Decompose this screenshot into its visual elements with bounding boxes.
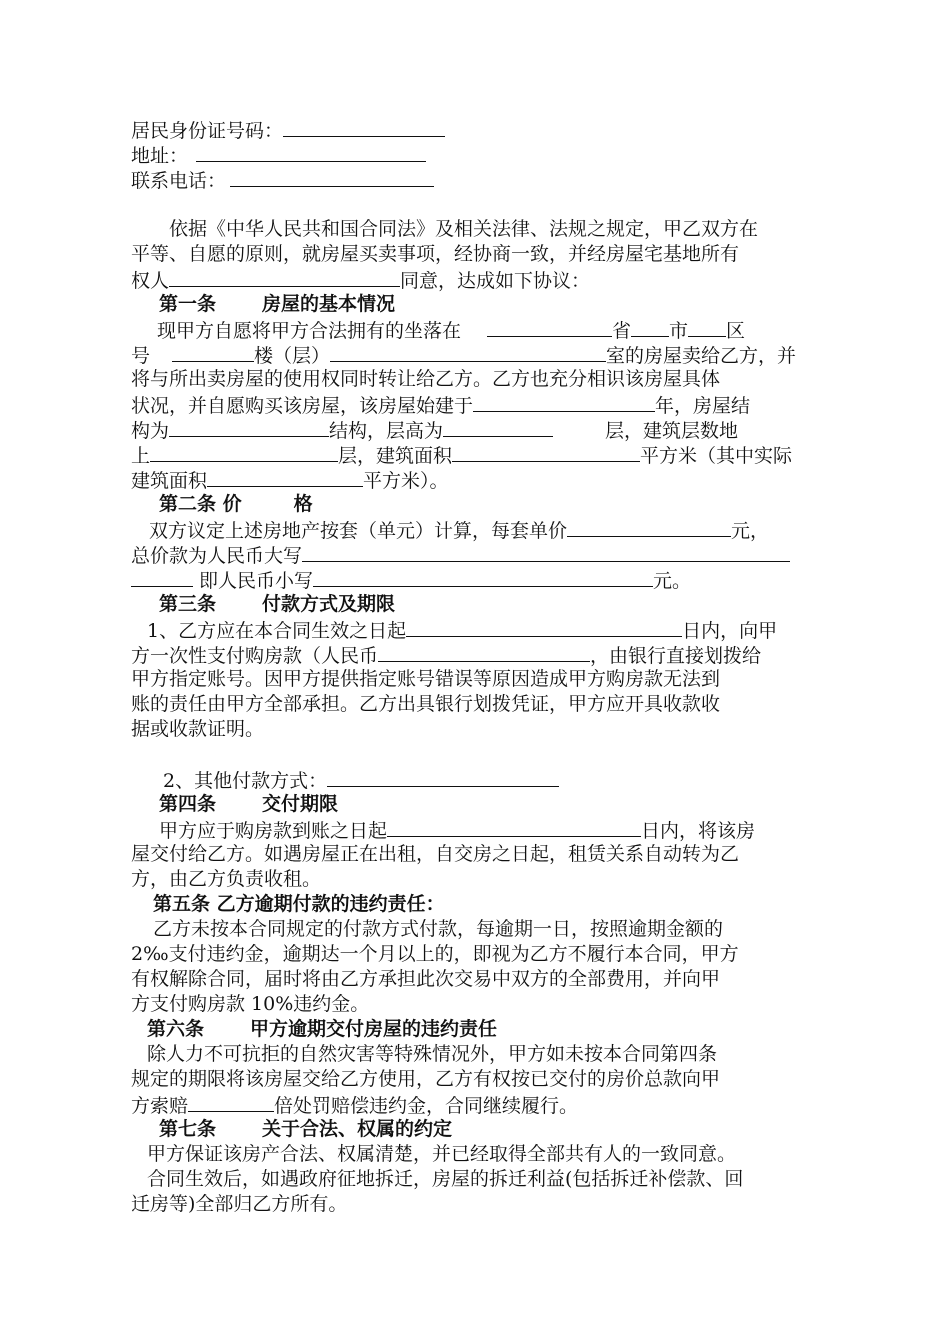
article-1-title [131, 292, 823, 317]
art1-text: 构为 [131, 420, 170, 442]
article-5-title [131, 892, 823, 917]
art4-line-2 [131, 842, 823, 867]
article-4-number: 第四条 [159, 793, 217, 815]
art3-text: ，由银行直接划拨给 [590, 645, 762, 667]
art1-text: 状况，并自愿购买该房屋，该房屋始建于 [131, 395, 474, 417]
art7-line-3 [131, 1192, 823, 1217]
art3-text: 1、乙方应在本合同生效之日起 [147, 620, 407, 642]
art2-text: 总价款为人民币大写 [131, 545, 303, 567]
id-number-blank[interactable] [283, 117, 445, 137]
art3-text: 方一次性支付购房款（人民币 [131, 645, 379, 667]
unit-price-blank[interactable] [567, 517, 731, 537]
build-year-blank[interactable] [473, 392, 655, 412]
intro-text-2: 平等、自愿的原则，就房屋买卖事项，经协商一致，并经房屋宅基地所有 [131, 243, 740, 265]
building-blank[interactable] [172, 342, 254, 362]
art3-text: 账的责任由甲方全部承担。乙方出具银行划拨凭证，甲方应开具收款收 [131, 693, 721, 715]
penalty-multiple-blank[interactable] [188, 1092, 274, 1112]
intro-text-3a: 权人 [131, 270, 170, 292]
art6-line-1 [131, 1042, 823, 1067]
art1-line-5 [131, 417, 823, 442]
art1-text: 上 [131, 445, 151, 467]
art2-text: 双方议定上述房地产按套（单元）计算，每套单价 [149, 520, 568, 542]
article-6-title [131, 1017, 823, 1042]
art3-line-3 [131, 667, 823, 692]
other-payment-blank[interactable] [327, 767, 559, 787]
art6-text: 倍处罚赔偿违约金，合同继续履行。 [274, 1095, 579, 1117]
intro-line-1 [131, 217, 823, 242]
spacer [131, 192, 823, 217]
phone-blank[interactable] [230, 167, 434, 187]
contract-page [131, 117, 823, 1217]
art2-line-3 [131, 567, 823, 592]
article-7-heading: 关于合法、权属的约定 [262, 1118, 453, 1140]
art4-text: 屋交付给乙方。如遇房屋正在出租，自交房之日起，租赁关系自动转为乙 [131, 843, 740, 865]
art2-line-1 [131, 517, 823, 542]
phone-line [131, 167, 823, 192]
article-6-number: 第六条 [147, 1018, 205, 1040]
address-blank[interactable] [196, 142, 426, 162]
district-label: 区 [726, 320, 746, 342]
art5-line-1 [131, 917, 823, 942]
intro-line-2 [131, 242, 823, 267]
art1-text: 结构，层高为 [329, 420, 444, 442]
art3-line-4 [131, 692, 823, 717]
art7-text: 甲方保证该房产合法、权属清楚，并已经取得全部共有人的一致同意。 [147, 1143, 737, 1165]
art1-text: 平方米）。 [363, 470, 449, 492]
art4-text: 方，由乙方负责收租。 [131, 868, 322, 890]
article-5-heading: 第五条 乙方逾期付款的违约责任： [153, 893, 445, 915]
art3-line-5 [131, 717, 823, 742]
art2-text: 元， [731, 520, 770, 542]
room-label: 室的房屋卖给乙方，并 [606, 345, 797, 367]
art1-text: 年，房屋结 [655, 395, 751, 417]
actual-area-blank[interactable] [207, 467, 363, 487]
address-label: 地址： [131, 145, 189, 167]
art3-text: 日内，向甲 [682, 620, 778, 642]
article-2-number: 第二条 价 [159, 493, 242, 515]
art1-line-6 [131, 442, 823, 467]
art3-line-6 [131, 767, 823, 792]
article-7-number: 第七条 [159, 1118, 217, 1140]
above-ground-floors-blank[interactable] [150, 442, 338, 462]
art7-text: 迁房等)全部归乙方所有。 [131, 1193, 348, 1215]
total-uppercase-blank[interactable] [302, 542, 790, 562]
art5-line-3 [131, 967, 823, 992]
art7-line-2 [131, 1167, 823, 1192]
art3-text: 2、其他付款方式： [163, 770, 328, 792]
owner-blank[interactable] [169, 267, 400, 287]
art3-line-2 [131, 642, 823, 667]
art1-line-4 [131, 392, 823, 417]
room-blank[interactable] [330, 342, 606, 362]
art1-text: 平方米（其中实际 [640, 445, 793, 467]
art5-text: 有权解除合同，届时将由乙方承担此次交易中双方的全部费用，并向甲 [131, 968, 721, 990]
art5-text: 乙方未按本合同规定的付款方式付款，每逾期一日，按照逾期金额的 [153, 918, 724, 940]
intro-text-3b: 同意，达成如下协议： [400, 270, 591, 292]
province-label: 省 [612, 320, 632, 342]
city-label: 市 [669, 320, 689, 342]
floor-blank[interactable] [443, 417, 553, 437]
art2-text: 即人民币小写 [199, 570, 314, 592]
art7-line-1 [131, 1142, 823, 1167]
payment-days-blank[interactable] [406, 617, 682, 637]
art4-line-3 [131, 867, 823, 892]
art1-text: 建筑面积 [131, 470, 208, 492]
id-number-line [131, 117, 823, 142]
district-blank[interactable] [688, 317, 726, 337]
art4-text: 甲方应于购房款到账之日起 [159, 820, 388, 842]
total-uppercase-blank-cont[interactable] [131, 567, 193, 587]
article-3-number: 第三条 [159, 593, 217, 615]
art1-text: 层，建筑面积 [338, 445, 453, 467]
number-label: 号 [131, 345, 151, 367]
phone-label: 联系电话： [131, 170, 227, 192]
art3-line-1 [131, 617, 823, 642]
art5-line-2 [131, 942, 823, 967]
total-lowercase-blank[interactable] [313, 567, 653, 587]
art6-line-2 [131, 1067, 823, 1092]
art5-text: 方支付购房款 10%违约金。 [131, 993, 370, 1015]
art1-text: 现甲方自愿将甲方合法拥有的坐落在 [157, 320, 462, 342]
art5-line-4 [131, 992, 823, 1017]
article-7-title [131, 1117, 823, 1142]
article-1-heading: 房屋的基本情况 [262, 293, 396, 315]
spacer [131, 742, 823, 767]
article-4-title [131, 792, 823, 817]
payment-amount-blank[interactable] [378, 642, 590, 662]
art2-text: 元。 [653, 570, 692, 592]
article-1-number: 第一条 [159, 293, 217, 315]
article-3-title [131, 592, 823, 617]
art6-text: 方索赔 [131, 1095, 189, 1117]
art5-text: 2‰支付违约金，逾期达一个月以上的，即视为乙方不履行本合同，甲方 [131, 943, 739, 965]
art6-text: 除人力不可抗拒的自然灾害等特殊情况外，甲方如未按本合同第四条 [147, 1043, 718, 1065]
art1-line-7 [131, 467, 823, 492]
article-3-heading: 付款方式及期限 [262, 593, 396, 615]
building-area-blank[interactable] [452, 442, 640, 462]
intro-line-3 [131, 267, 823, 292]
art2-line-2 [131, 542, 823, 567]
art4-text: 日内，将该房 [641, 820, 756, 842]
art1-text: 将与所出卖房屋的使用权同时转让给乙方。乙方也充分相识该房屋具体 [131, 368, 721, 390]
art4-line-1 [131, 817, 823, 842]
article-4-heading: 交付期限 [262, 793, 339, 815]
art3-text: 甲方指定账号。因甲方提供指定账号错误等原因造成甲方购房款无法到 [131, 668, 721, 690]
art6-text: 规定的期限将该房屋交给乙方使用，乙方有权按已交付的房价总款向甲 [131, 1068, 721, 1090]
address-line [131, 142, 823, 167]
art7-text: 合同生效后，如遇政府征地拆迁，房屋的拆迁利益(包括拆迁补偿款、回 [147, 1168, 744, 1190]
structure-blank[interactable] [169, 417, 329, 437]
art1-line-1 [131, 317, 823, 342]
art1-line-3 [131, 367, 823, 392]
article-2-heading: 格 [293, 493, 313, 515]
art3-text: 据或收款证明。 [131, 718, 265, 740]
id-number-label: 居民身份证号码： [131, 120, 284, 142]
building-label: 楼（层） [254, 345, 331, 367]
intro-text-1: 依据《中华人民共和国合同法》及相关法律、法规之规定，甲乙双方在 [169, 218, 759, 240]
city-blank[interactable] [631, 317, 669, 337]
province-blank[interactable] [487, 317, 612, 337]
art1-line-2 [131, 342, 823, 367]
article-6-heading: 甲方逾期交付房屋的违约责任 [250, 1018, 498, 1040]
article-2-title [131, 492, 823, 517]
delivery-days-blank[interactable] [387, 817, 641, 837]
art1-text: 层，建筑层数地 [605, 420, 739, 442]
art6-line-3 [131, 1092, 823, 1117]
